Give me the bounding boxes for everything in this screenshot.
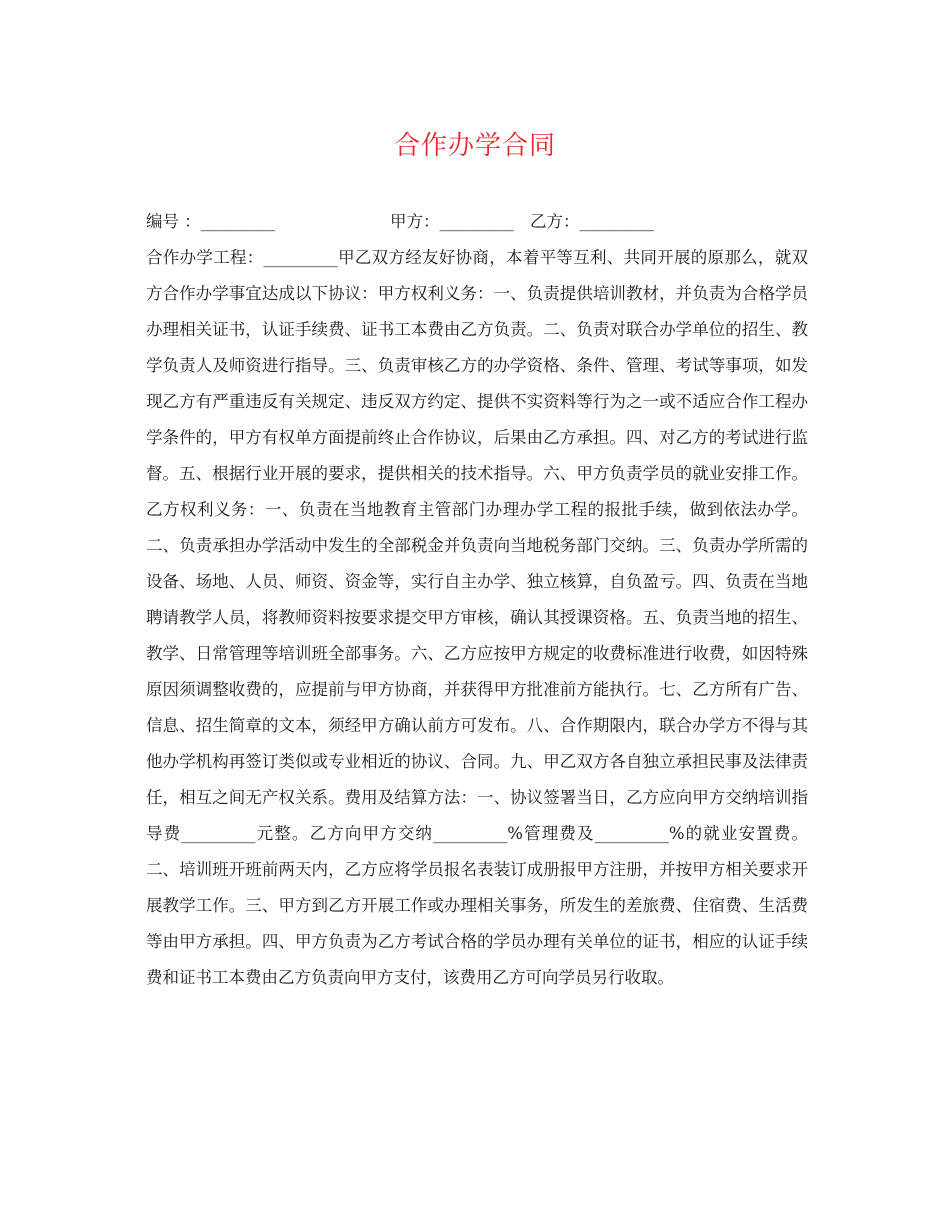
contract-body-text: 合作办学工程：_________甲乙双方经友好协商，本着平等互利、共同开展的原那么，就双方合作办学事宜达成以下协议：甲方权利义务：一、负责提供培训教材，并负责为合格学员办理相关证书，认证手续费、证书工本费由乙方负责。二、负责对联合办学单位的招生、教学负责人及师资进行指导。三、负责审核乙方的办学资格、条件、管理、考试等事项，如发现乙方有严重违反有关规定、违反双方约定、提供不实资料等行为之一或不适应合作工程办学条件的，甲方有权单方面提前终止合作协议，后果由乙方承担。四、对乙方的考试进行监督。五、根据行业开展的要求，提供相关的技术指导。六、甲方负责学员的就业安排工作。乙方权利义务：一、负责在当地教育主管部门办理办学工程的报批手续，做到依法办学。二、负责承担办学活动中发生的全部税金并负责向当地税务部门交纳。三、负责办学所需的设备、场地、人员、师资、资金等，实行自主办学、独立核算，自负盈亏。四、负责在当地聘请教学人员，将教师资料按要求提交甲方审核，确认其授课资格。五、负责当地的招生、教学、日常管理等培训班全部事务。六、乙方应按甲方规定的收费标准进行收费，如因特殊原因须调整收费的，应提前与甲方协商，并获得甲方批准前方能执行。七、乙方所有广告、信息、招生简章的文本，须经甲方确认前方可发布。八、合作期限内，联合办学方不得与其他办学机构再签订类似或专业相近的协议、合同。九、甲乙双方各自独立承担民事及法律责任，相互之间无产权关系。费用及结算方法：一、协议签署当日，乙方应向甲方交纳培训指导费_________元整。乙方向甲方交纳_________%管理费及_________%的就业安置费。二、培训班开班前两天内，乙方应将学员报名表装订成册报甲方注册，并按甲方相关要求开展教学工作。三、甲方到乙方开展工作或办理相关事务，所发生的差旅费、住宿费、生活费等由甲方承担。四、甲方负责为乙方考试合格的学员办理有关单位的证书，相应的认证手续费和证书工本费由乙方负责向甲方支付，该费用乙方可向学员另行收取。 [146, 248, 808, 987]
contract-meta-row [146, 208, 806, 236]
document-title: 合作办学合同 [393, 131, 556, 161]
contract-number-field: 编号 ：_________ [146, 212, 275, 231]
party-b-field: 乙方：_________ [530, 212, 654, 231]
party-a-field: 甲方：_________ [390, 212, 514, 231]
